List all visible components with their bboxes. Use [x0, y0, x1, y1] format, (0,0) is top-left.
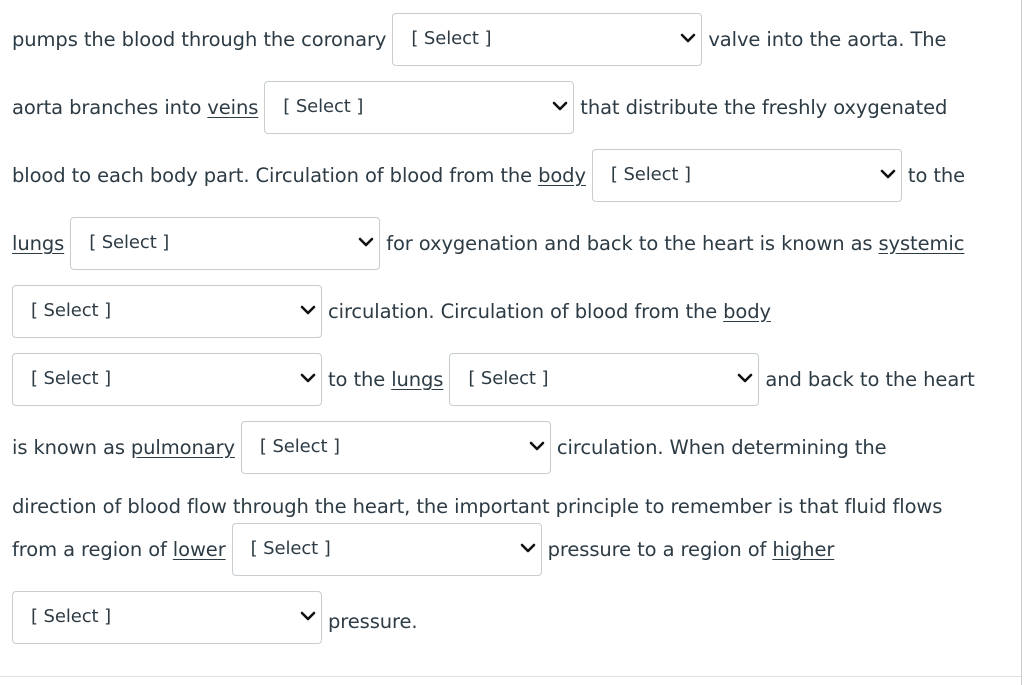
question-line-8	[12, 490, 942, 522]
text-segment: circulation. Circulation of blood from the	[328, 300, 718, 323]
text-segment: direction of blood flow through the heart, the important principle to remember is that fluid flows	[12, 494, 943, 518]
underlined-term-systemic: systemic	[878, 232, 965, 255]
text-segment: pumps the blood through the coronary	[12, 28, 387, 51]
text-segment: to the	[328, 368, 386, 391]
question-line-9	[12, 523, 834, 576]
chevron-down-icon	[300, 610, 316, 622]
chevron-down-icon	[552, 100, 568, 112]
underlined-term-lungs: lungs	[391, 368, 444, 391]
text-segment: blood to each body part. Circulation of blood from the	[12, 164, 533, 187]
dropdown-placeholder: [ Select ]	[31, 606, 112, 627]
text-segment: for oxygenation and back to the heart is known as	[386, 232, 873, 255]
chevron-down-icon	[529, 440, 545, 452]
underlined-term-body: body	[538, 164, 586, 187]
text-segment: circulation. When determining the	[556, 436, 887, 459]
chevron-down-icon	[358, 236, 374, 248]
underlined-term-body: body	[723, 300, 771, 323]
dropdown-placeholder: [ Select ]	[283, 96, 364, 117]
question-line-2	[12, 81, 947, 134]
answer-dropdown-8[interactable]	[241, 421, 551, 474]
underlined-term-veins: veins	[207, 96, 259, 119]
dropdown-placeholder: [ Select ]	[31, 368, 112, 389]
question-line-4	[12, 217, 964, 270]
answer-dropdown-2[interactable]	[264, 81, 574, 134]
text-segment: valve into the aorta. The	[708, 28, 947, 51]
underlined-term-pulmonary: pulmonary	[130, 436, 235, 459]
dropdown-placeholder: [ Select ]	[250, 538, 331, 559]
question-line-5	[6, 285, 771, 338]
text-segment: that distribute the freshly oxygenated	[580, 96, 948, 119]
answer-dropdown-5[interactable]	[12, 285, 322, 338]
chevron-down-icon	[880, 168, 896, 180]
question-line-10	[6, 591, 418, 644]
dropdown-placeholder: [ Select ]	[89, 232, 170, 253]
answer-dropdown-10[interactable]	[12, 591, 322, 644]
dropdown-placeholder: [ Select ]	[31, 300, 112, 321]
dropdown-placeholder: [ Select ]	[610, 164, 691, 185]
chevron-down-icon	[520, 542, 536, 554]
answer-dropdown-7[interactable]	[449, 353, 759, 406]
underlined-term-higher: higher	[772, 538, 835, 561]
panel-bottom-border	[0, 676, 1021, 677]
answer-dropdown-9[interactable]	[232, 523, 542, 576]
question-line-7	[12, 421, 887, 474]
answer-dropdown-4[interactable]	[70, 217, 380, 270]
chevron-down-icon	[680, 32, 696, 44]
text-segment: is known as	[12, 436, 125, 459]
text-segment: and back to the heart	[765, 368, 975, 391]
answer-dropdown-1[interactable]	[392, 13, 702, 66]
dropdown-placeholder: [ Select ]	[411, 28, 492, 49]
question-line-6	[6, 353, 975, 406]
chevron-down-icon	[300, 372, 316, 384]
chevron-down-icon	[300, 304, 316, 316]
panel-right-border	[1021, 0, 1022, 685]
underlined-term-lungs: lungs	[12, 232, 65, 255]
question-line-3	[12, 149, 965, 202]
text-segment: aorta branches into	[12, 96, 202, 119]
text-segment: pressure to a region of	[547, 538, 767, 561]
question-line-1	[12, 13, 946, 66]
answer-dropdown-3[interactable]	[592, 149, 902, 202]
answer-dropdown-6[interactable]	[12, 353, 322, 406]
text-segment: pressure.	[328, 610, 418, 633]
dropdown-placeholder: [ Select ]	[468, 368, 549, 389]
chevron-down-icon	[737, 372, 753, 384]
text-segment: to the	[907, 164, 966, 187]
text-segment: from a region of	[12, 538, 167, 561]
dropdown-placeholder: [ Select ]	[259, 436, 340, 457]
underlined-term-lower: lower	[172, 538, 226, 561]
